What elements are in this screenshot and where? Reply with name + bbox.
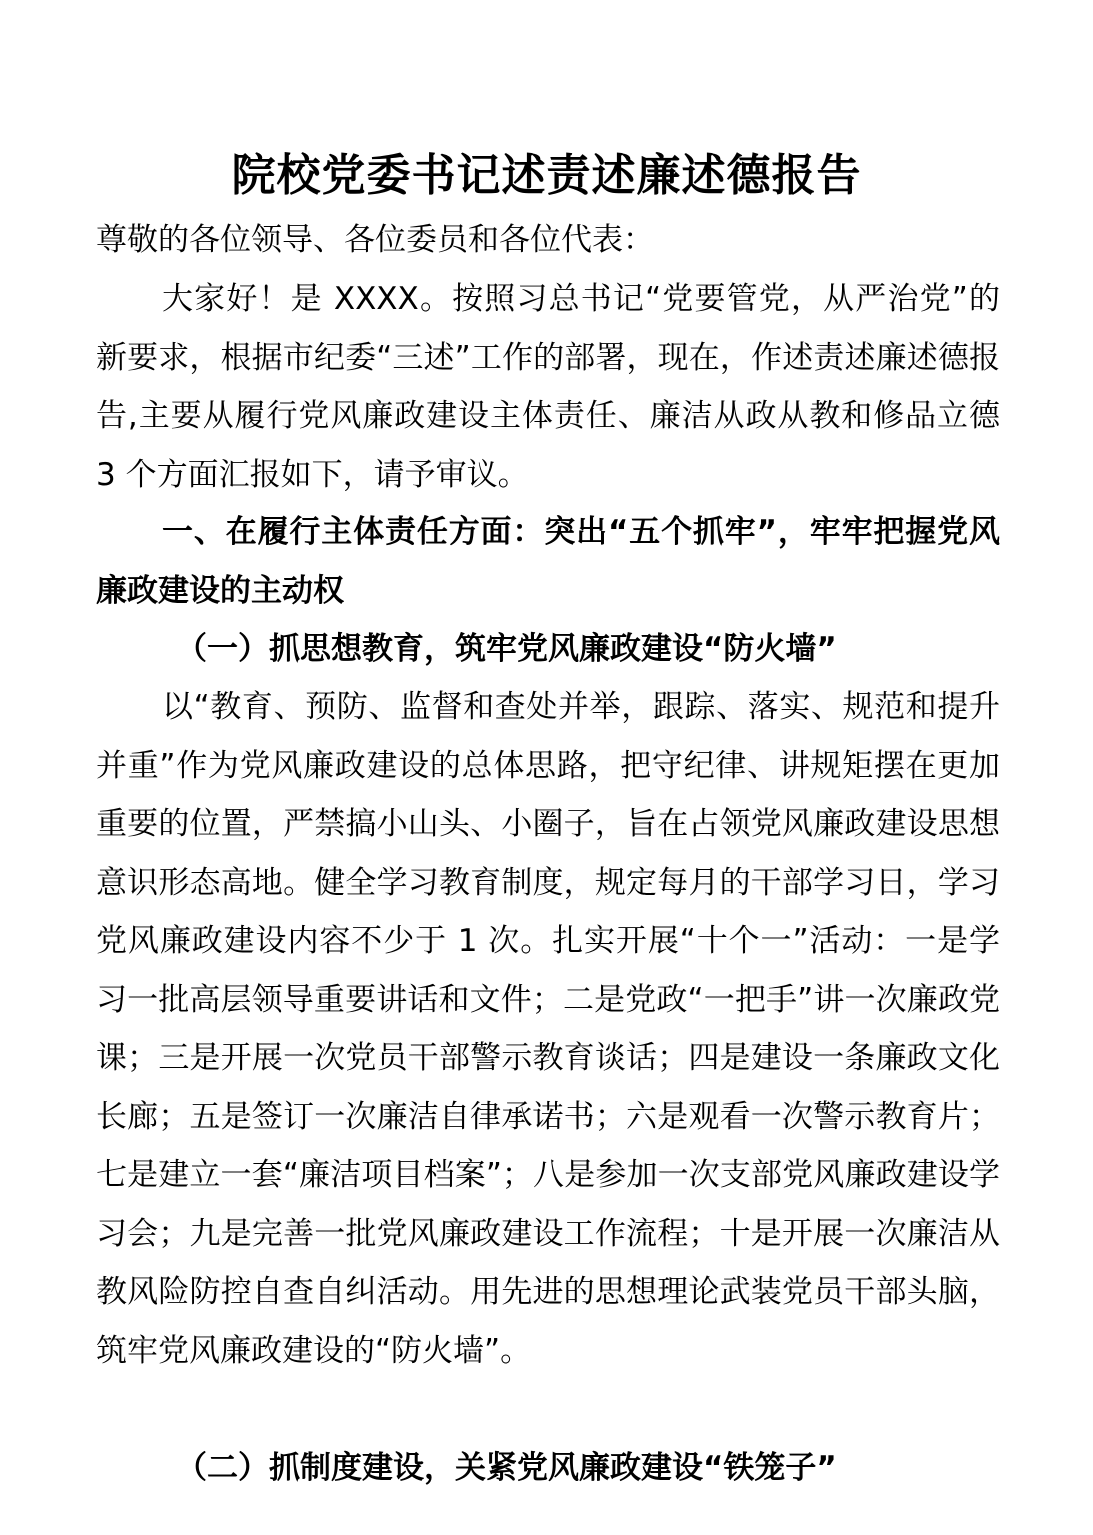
- section-heading-1: 一、在履行主体责任方面：突出“五个抓牢”，牢牢把握党风廉政建设的主动权: [96, 514, 1000, 609]
- document-title: 院校党委书记述责述廉述德报告: [231, 150, 862, 201]
- subsection-heading-1: （一）抓思想教育，筑牢党风廉政建设“防火墙”: [176, 631, 837, 667]
- intro-paragraph: 大家好！是 XXXX。按照习总书记“党要管党，从严治党”的新要求，根据市纪委“三述”工作的部署，现在，作述责述廉述德报告,主要从履行党风廉政建设主体责任、廉洁从政从教和修品立德 3 个方面汇报如下，请予审议。: [96, 281, 1000, 493]
- subsection-paragraph-1: 以“教育、预防、监督和查处并举，跟踪、落实、规范和提升并重”作为党风廉政建设的总体思路，把守纪律、讲规矩摆在更加重要的位置，严禁搞小山头、小圈子，旨在占领党风廉政建设思想意识形态高地。健全学习教育制度，规定每月的干部学习日，学习党风廉政建设内容不少于 1 次。扎实开展“十个一”活动：一是学习一批高层领导重要讲话和文件；二是党政“一把手”讲一次廉政党课；三是开展一次党员干部警示教育谈话；四是建设一条廉政文化长廊；五是签订一次廉洁自律承诺书；六是观看一次警示教育片；七是建立一套“廉洁项目档案”；八是参加一次支部党风廉政建设学习会；九是完善一批党风廉政建设工作流程；十是开展一次廉洁从教风险防控自查自纠活动。用先进的思想理论武装党员干部头脑，筑牢党风廉政建设的“防火墙”。: [96, 689, 1000, 1369]
- salutation: 尊敬的各位领导、各位委员和各位代表：: [96, 222, 654, 258]
- subsection-heading-2: （二）抓制度建设，关紧党风廉政建设“铁笼子”: [176, 1450, 837, 1486]
